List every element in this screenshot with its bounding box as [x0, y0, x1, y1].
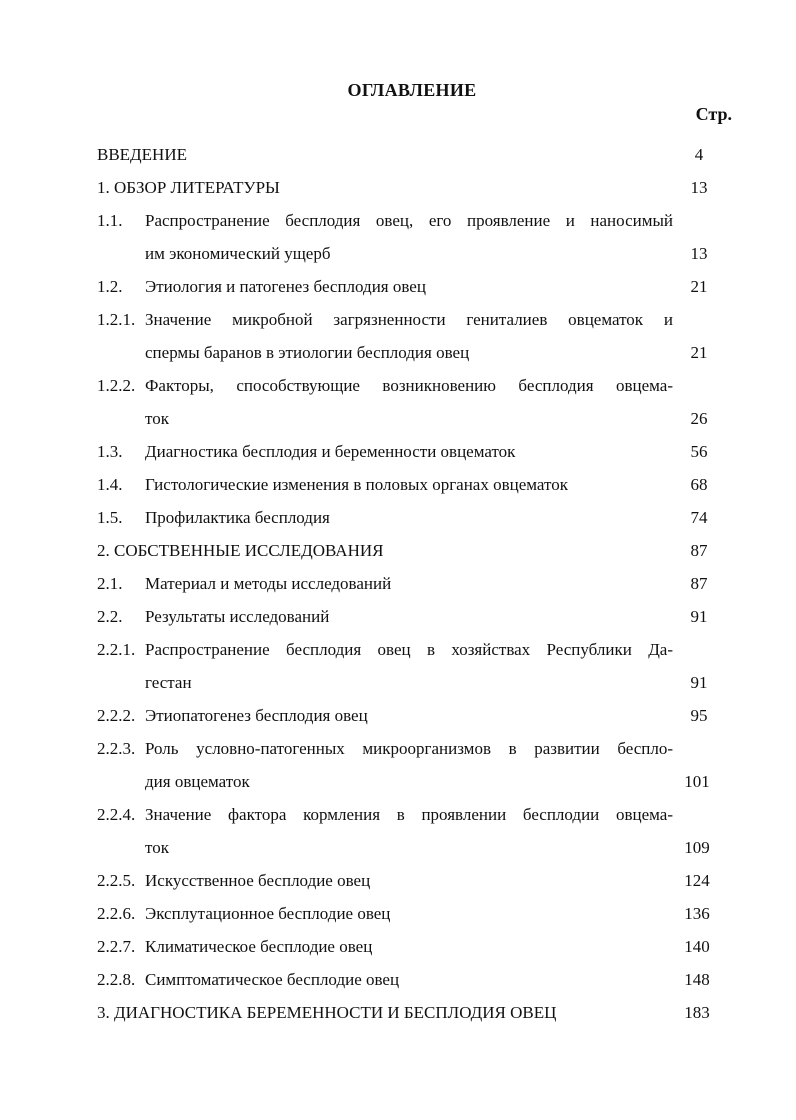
toc-entry-title: гестан: [145, 673, 192, 692]
toc-entry-number: 1.2.1.: [97, 310, 136, 329]
toc-section-heading: ВВЕДЕНИЕ: [97, 145, 187, 164]
toc-entry-line: [97, 996, 719, 1029]
toc-page-number: 68: [690, 475, 708, 494]
toc-entry-title: Распространение бесплодия овец, его проявление и наносимый: [145, 211, 673, 230]
toc-page-number: 101: [684, 772, 710, 791]
toc-page-number: 95: [690, 706, 708, 725]
toc-entry-number: 1.2.: [97, 277, 123, 296]
toc-entry-line: [97, 402, 719, 435]
toc-entry-title: Диагностика бесплодия и беременности овцематок: [145, 442, 516, 461]
toc-entry-number: 1.5.: [97, 508, 123, 527]
toc-entry-line: [97, 600, 719, 633]
toc-entry-line: [97, 468, 719, 501]
toc-entry-number: 2.2.: [97, 607, 123, 626]
toc-entry-line: [97, 666, 719, 699]
toc-page-number: 21: [690, 343, 708, 362]
toc-entry-number: 2.2.3.: [97, 739, 136, 758]
toc-entry-line: [97, 171, 719, 204]
toc-entry-line: [97, 765, 719, 798]
toc-entry-title: Факторы, способствующие возникновению бесплодия овцема-: [145, 376, 673, 395]
toc-entry-title: Профилактика бесплодия: [145, 508, 330, 527]
toc-entry-line: [97, 204, 719, 237]
toc-entry-title: Этиология и патогенез бесплодия овец: [145, 277, 426, 296]
toc-entry-title: Климатическое бесплодие овец: [145, 937, 373, 956]
toc-entry-line: [97, 336, 719, 369]
toc-entry-title: Значение микробной загрязненности гениталиев овцематок и: [145, 310, 673, 329]
toc-entry-title: им экономический ущерб: [145, 244, 331, 263]
toc-entry-line: [97, 930, 719, 963]
toc-entry-number: 1.3.: [97, 442, 123, 461]
toc-entry-title: Значение фактора кормления в проявлении бесплодии овцема-: [145, 805, 673, 824]
toc-page-number: 136: [684, 904, 710, 923]
toc-entry-title: спермы баранов в этиологии бесплодия овец: [145, 343, 470, 362]
toc-entry-number: 2.2.8.: [97, 970, 136, 989]
toc-entry-line: [97, 567, 719, 600]
toc-page-number: 13: [690, 178, 708, 197]
toc-page-number: 4: [694, 145, 704, 164]
toc-entry-line: [97, 237, 719, 270]
toc-entry-number: 2.2.4.: [97, 805, 136, 824]
toc-page-number: 56: [690, 442, 708, 461]
page-column-header: Стр.: [695, 104, 732, 124]
toc-entry-title: Материал и методы исследований: [145, 574, 392, 593]
page-title: ОГЛАВЛЕНИЕ: [347, 80, 477, 100]
toc-page-number: 26: [690, 409, 708, 428]
toc-entry-line: [97, 864, 719, 897]
toc-entry-line: [97, 501, 719, 534]
toc-entry-line: [97, 798, 719, 831]
toc-page-number: 74: [690, 508, 708, 527]
toc-entry-number: 2.1.: [97, 574, 123, 593]
toc-entry-line: [97, 534, 719, 567]
toc-entry-title: Распространение бесплодия овец в хозяйствах Республики Да-: [145, 640, 673, 659]
toc-page-number: 140: [684, 937, 710, 956]
toc-entry-line: [97, 699, 719, 732]
toc-entry-number: 2.2.2.: [97, 706, 136, 725]
toc-entry-title: Гистологические изменения в половых органах овцематок: [145, 475, 568, 494]
toc-page-number: 87: [690, 574, 708, 593]
toc-entry-number: 1.1.: [97, 211, 123, 230]
toc-entry-number: 1.4.: [97, 475, 123, 494]
toc-entry-number: 2.2.5.: [97, 871, 136, 890]
toc-page-number: 91: [690, 607, 708, 626]
toc-section-heading: 1. ОБЗОР ЛИТЕРАТУРЫ: [97, 178, 280, 197]
toc-entry-line: [97, 831, 719, 864]
toc-entry-title: Искусственное бесплодие овец: [145, 871, 371, 890]
toc-page-number: 13: [690, 244, 708, 263]
toc-entry-number: 2.2.6.: [97, 904, 136, 923]
toc-page-number: 148: [684, 970, 710, 989]
toc-page-number: 21: [690, 277, 708, 296]
toc-entry-line: [97, 963, 719, 996]
toc-entry-number: 2.2.7.: [97, 937, 136, 956]
toc-entry-line: [97, 897, 719, 930]
toc-entry-title: Симптоматическое бесплодие овец: [145, 970, 400, 989]
toc-page-number: 183: [684, 1003, 710, 1022]
toc-page-number: 109: [684, 838, 710, 857]
toc-page-number: 124: [684, 871, 710, 890]
toc-entry-line: [97, 435, 719, 468]
toc-entry-title: ток: [145, 409, 169, 428]
toc-entry-title: дия овцематок: [145, 772, 250, 791]
toc-section-heading: 2. СОБСТВЕННЫЕ ИССЛЕДОВАНИЯ: [97, 541, 384, 560]
toc-entry-line: [97, 369, 719, 402]
toc-entry-title: Результаты исследований: [145, 607, 330, 626]
toc-entry-title: Роль условно-патогенных микроорганизмов в развитии беспло-: [145, 739, 673, 758]
toc-page-number: 91: [690, 673, 708, 692]
toc-entry-title: Этиопатогенез бесплодия овец: [145, 706, 368, 725]
toc-entry-number: 1.2.2.: [97, 376, 136, 395]
toc-entry-line: [97, 303, 719, 336]
toc-entry-line: [97, 138, 719, 171]
toc-entry-title: ток: [145, 838, 169, 857]
toc-entry-number: 2.2.1.: [97, 640, 136, 659]
toc-entry-line: [97, 732, 719, 765]
toc-entry-line: [97, 633, 719, 666]
toc-section-heading: 3. ДИАГНОСТИКА БЕРЕМЕННОСТИ И БЕСПЛОДИЯ ОВЕЦ: [97, 1003, 557, 1022]
toc-entry-line: [97, 270, 719, 303]
table-of-contents: [97, 138, 719, 1029]
toc-page-number: 87: [690, 541, 708, 560]
toc-entry-title: Эксплутационное бесплодие овец: [145, 904, 391, 923]
